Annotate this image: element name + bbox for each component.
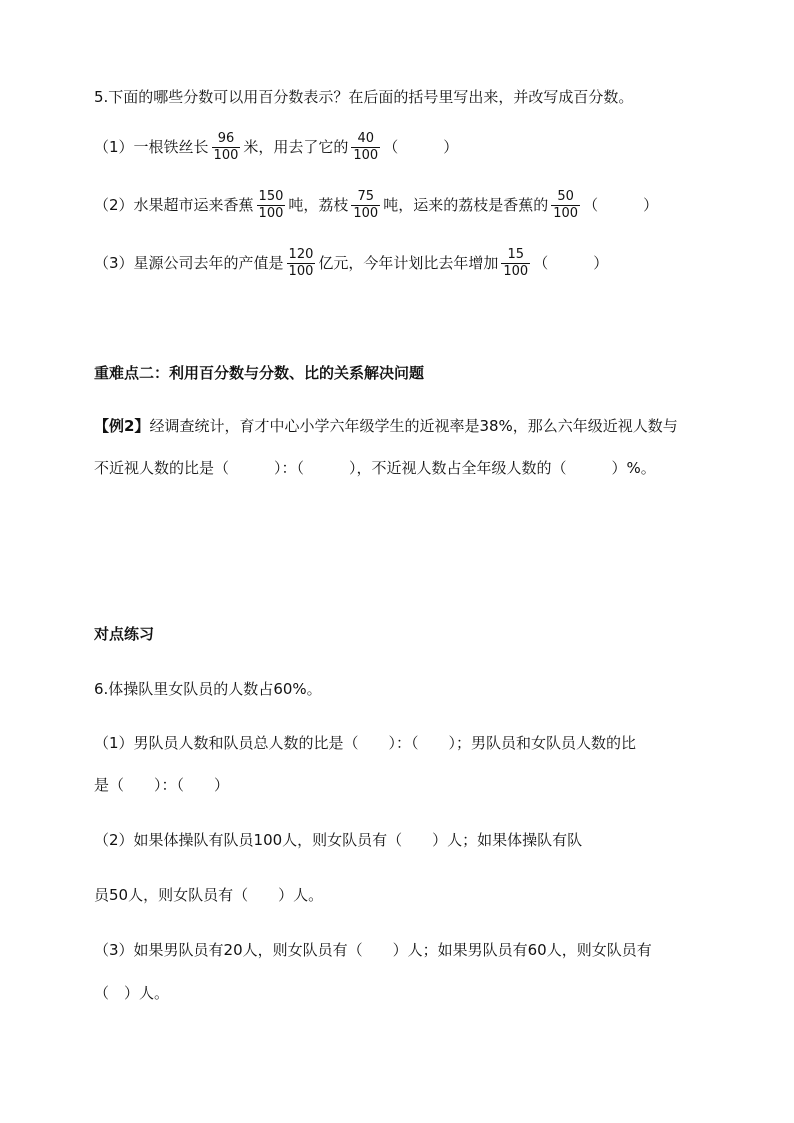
example-2-line-2: 不近视人数的比是（ ）：（ ），不近视人数占全年级人数的（ ）%。 [94,459,656,477]
question-6-part-3-line-1: （3）如果男队员有20人，则女队员有（ ）人；如果男队员有60人，则女队员有 [94,941,652,959]
fraction-numerator: 75 [351,189,380,206]
answer-blank[interactable]: （ ） [383,138,459,156]
fraction-denominator: 100 [503,264,529,279]
question-6-title: 6.体操队里女队员的人数占60%。 [94,680,322,698]
fraction-15-100 [501,247,530,280]
item-1-prefix: （1）一根铁丝长 [94,138,209,156]
example-text: 经调查统计，育才中心小学六年级学生的近视率是38%，那么六年级近视人数与 [149,417,678,435]
fraction-numerator: 50 [551,189,580,206]
question-5-item-1 [94,131,458,164]
item-2-middle-1: 吨，荔枝 [288,196,349,214]
example-2-line-1 [94,416,678,436]
fraction-denominator: 100 [288,264,314,279]
section-heading: 重难点二：利用百分数与分数、比的关系解决问题 [94,364,425,382]
question-5-title: 5.下面的哪些分数可以用百分数表示？在后面的括号里写出来，并改写成百分数。 [94,88,634,106]
example-tag: 【例2】 [94,417,150,435]
question-5-item-2 [94,189,658,222]
fraction-denominator: 100 [213,148,239,163]
fraction-numerator: 96 [212,131,241,148]
fraction-75-100 [351,189,380,222]
fraction-96-100 [212,131,241,164]
fraction-denominator: 100 [258,206,284,221]
answer-blank[interactable]: （ ） [533,254,609,272]
fraction-numerator: 40 [351,131,380,148]
fraction-numerator: 150 [258,189,284,204]
answer-blank[interactable]: （ ） [583,196,659,214]
fraction-denominator: 100 [553,206,579,221]
question-6-part-1-line-2: 是（ ）：（ ） [94,776,230,794]
question-6-part-3-line-2: （ ）人。 [94,984,170,1002]
item-3-middle: 亿元，今年计划比去年增加 [318,254,499,272]
fraction-numerator: 120 [288,247,314,262]
item-1-middle: 米，用去了它的 [243,138,349,156]
question-6-part-2-line-1: （2）如果体操队有队员100人，则女队员有（ ）人；如果体操队有队 [94,831,583,849]
fraction-120-100 [287,247,316,280]
question-6-part-1-line-1: （1）男队员人数和队员总人数的比是（ ）：（ ）；男队员和女队员人数的比 [94,734,637,752]
item-2-middle-2: 吨，运来的荔枝是香蕉的 [383,196,549,214]
fraction-numerator: 15 [501,247,530,264]
fraction-150-100 [257,189,286,222]
fraction-50-100 [551,189,580,222]
fraction-40-100 [351,131,380,164]
practice-heading: 对点练习 [94,625,155,643]
question-5-item-3 [94,247,608,280]
item-3-prefix: （3）星源公司去年的产值是 [94,254,284,272]
fraction-denominator: 100 [353,148,379,163]
question-6-part-2-line-2: 员50人，则女队员有（ ）人。 [94,886,324,904]
item-2-prefix: （2）水果超市运来香蕉 [94,196,254,214]
fraction-denominator: 100 [353,206,379,221]
